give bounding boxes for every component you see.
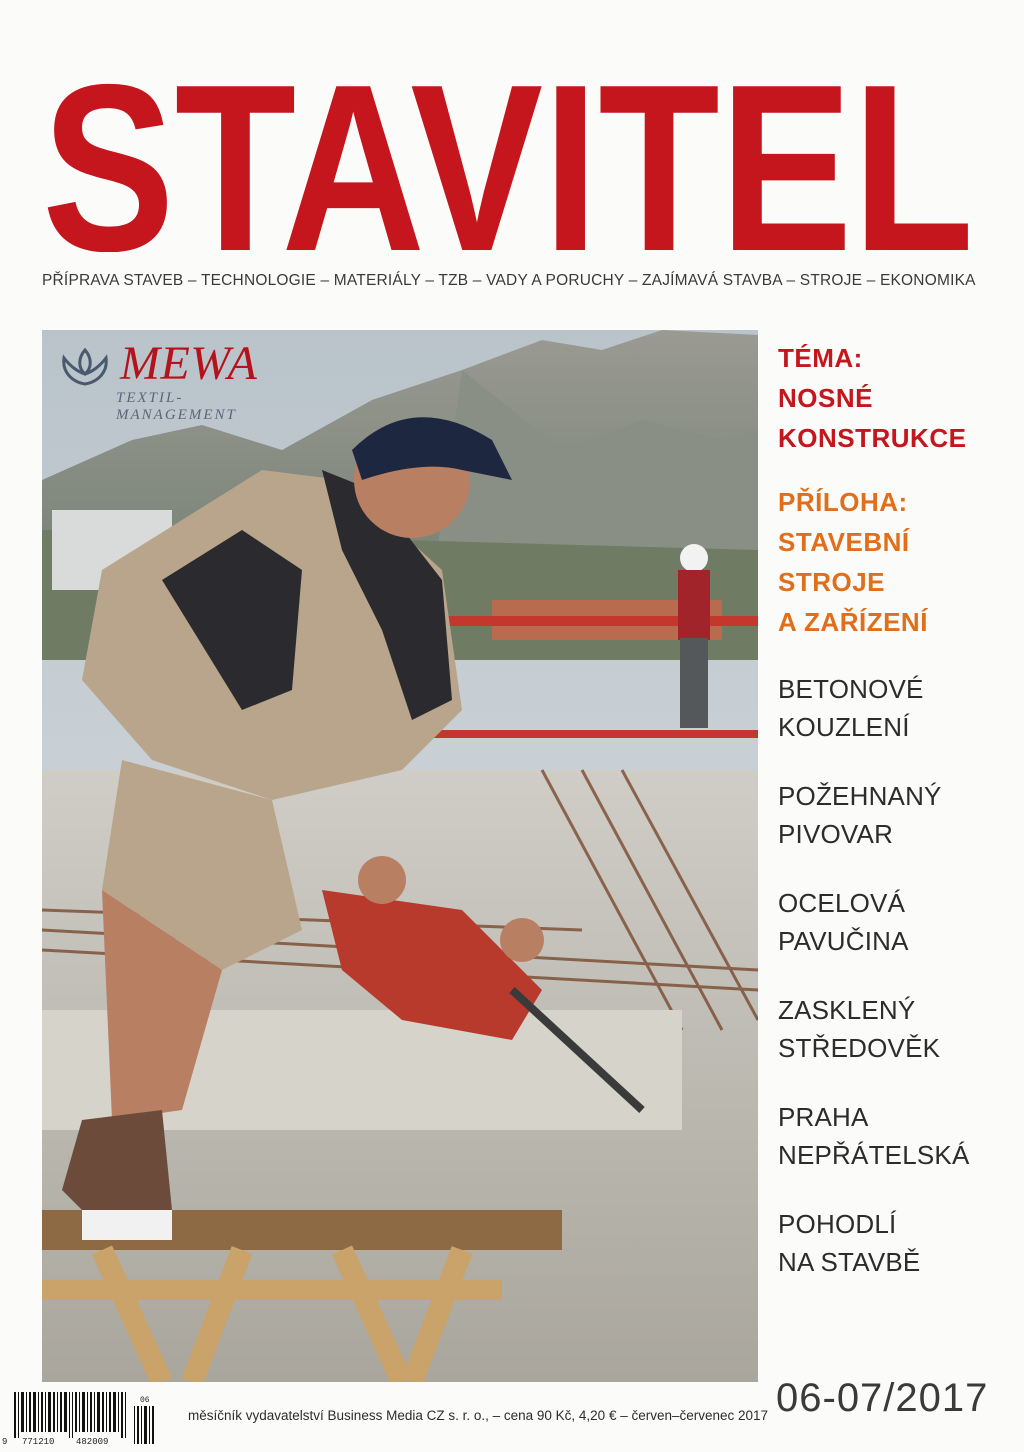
sponsor-name: MEWA <box>120 337 258 390</box>
barcode-digits-mid: 771210 <box>22 1437 55 1447</box>
article-item <box>778 991 1018 1067</box>
masthead-title: STAVITEL <box>42 74 974 252</box>
barcode-digit-left: 9 <box>2 1437 8 1447</box>
article-line: POHODLÍ <box>778 1209 897 1239</box>
article-line: ZASKLENÝ <box>778 995 916 1025</box>
supplement-line: A ZAŘÍZENÍ <box>778 607 928 637</box>
theme-label: TÉMA: <box>778 343 863 373</box>
article-line: OCELOVÁ <box>778 888 906 918</box>
cover-photo <box>42 330 758 1382</box>
article-line: KOUZLENÍ <box>778 712 910 742</box>
theme-block <box>778 338 1018 458</box>
footer-imprint: měsíčník vydavatelství Business Media CZ s. r. o., – cena 90 Kč, 4,20 € – červen–červenec 2017 <box>188 1408 769 1423</box>
mewa-leaf-icon <box>58 346 112 390</box>
article-line: NEPŘÁTELSKÁ <box>778 1140 970 1170</box>
article-line: PIVOVAR <box>778 819 894 849</box>
masthead <box>42 74 974 252</box>
tagline: PŘÍPRAVA STAVEB – TECHNOLOGIE – MATERIÁLY – TZB – VADY A PORUCHY – ZAJÍMAVÁ STAVBA – STROJE – EKONOMIKA <box>42 272 976 289</box>
article-line: PAVUČINA <box>778 926 909 956</box>
article-item <box>778 1205 1018 1281</box>
article-line: POŽEHNANÝ <box>778 781 942 811</box>
article-item <box>778 777 1018 853</box>
issue-number: 06-07/2017 <box>776 1376 989 1420</box>
cover-lines <box>778 338 1018 1312</box>
article-item <box>778 884 1018 960</box>
supplement-label: PŘÍLOHA: <box>778 487 908 517</box>
supplement-block <box>778 482 1018 642</box>
sponsor-logo <box>58 337 298 423</box>
supplement-line: STROJE <box>778 567 886 597</box>
article-line: STŘEDOVĚK <box>778 1033 941 1063</box>
barcode-digits-right: 482009 <box>76 1437 109 1447</box>
sponsor-subtitle: TEXTIL-MANAGEMENT <box>116 390 237 423</box>
theme-line: KONSTRUKCE <box>778 423 967 453</box>
article-line: BETONOVÉ <box>778 674 924 704</box>
article-item <box>778 1098 1018 1174</box>
barcode-addon: 06 <box>140 1396 150 1405</box>
article-line: NA STAVBĚ <box>778 1247 921 1277</box>
supplement-line: STAVEBNÍ <box>778 527 910 557</box>
theme-line: NOSNÉ <box>778 383 873 413</box>
barcode <box>0 1392 168 1447</box>
article-item <box>778 670 1018 746</box>
article-line: PRAHA <box>778 1102 869 1132</box>
